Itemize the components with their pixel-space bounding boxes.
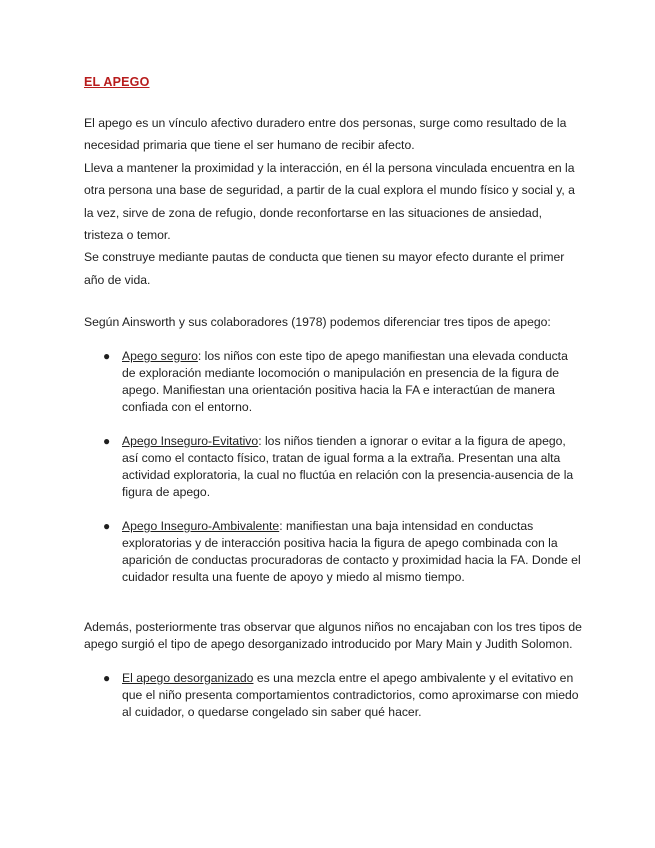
list-item	[84, 518, 584, 586]
bullet-icon: ●	[103, 519, 111, 533]
list-item-term: Apego seguro	[122, 349, 198, 363]
document-title: EL APEGO	[84, 75, 150, 89]
types-lead-paragraph: Según Ainsworth y sus colaboradores (1978) podemos diferenciar tres tipos de apego:	[84, 315, 551, 329]
intro-paragraph-1: El apego es un vínculo afectivo duradero entre dos personas, surge como resultado de la necesidad primaria que tiene el ser humano de recibir afecto.	[84, 116, 567, 153]
list-item-term: Apego Inseguro-Ambivalente	[122, 519, 280, 533]
list-item	[84, 348, 584, 416]
intro-paragraph-2: Lleva a mantener la proximidad y la interacción, en él la persona vinculada encuentra en la otra persona una base de seguridad, a partir de la cual explora el mundo físico y social y, a la vez, sirve de zona de refugio, donde reconfortarse en las situaciones de ansiedad, tristeza o temor.	[84, 160, 575, 243]
list-item-term: Apego Inseguro-Evitativo	[122, 434, 259, 448]
list-item-text: : los niños tienden a ignorar o evitar a la figura de apego, así como el contacto físico, tratan de igual forma a la extraña. Presentan una alta actividad exploratoria, la cual no fluctúa en relación con la presencia-ausencia de la figura de apego.	[122, 434, 574, 499]
list-item	[84, 670, 584, 721]
bullet-icon: ●	[103, 434, 111, 448]
bullet-icon: ●	[103, 671, 111, 685]
bullet-icon: ●	[103, 349, 111, 363]
intro-paragraph-3: Se construye mediante pautas de conducta que tienen su mayor efecto durante el primer año de vida.	[84, 250, 565, 287]
list-item-text: es una mezcla entre el apego ambivalente y el evitativo en que el niño presenta comportamientos contradictorios, como aproximarse con miedo al cuidador, o quedarse congelado sin saber qué hacer.	[122, 671, 579, 719]
closing-paragraph: Además, posteriormente tras observar que algunos niños no encajaban con los tres tipos de apego surgió el tipo de apego desorganizado introducido por Mary Main y Judith Solomon.	[84, 620, 582, 651]
intro-section	[84, 112, 584, 291]
list-item	[84, 433, 584, 501]
list-item-term: El apego desorganizado	[122, 671, 254, 685]
list-item-text: : los niños con este tipo de apego manifiestan una elevada conducta de exploración mediante locomoción o manipulación en presencia de la figura de apego. Manifiestan una orientación positiva hacia la FA e interactúan de manera confiada con el entorno.	[122, 349, 568, 414]
list-item-text: : manifiestan una baja intensidad en conductas exploratorias y de interacción positiva hacia la figura de apego combinada con la aparición de conductas procuradoras de contacto y proximidad hacia la FA. Donde el cuidador resulta una fuente de apoyo y miedo al mismo tiempo.	[122, 519, 581, 584]
